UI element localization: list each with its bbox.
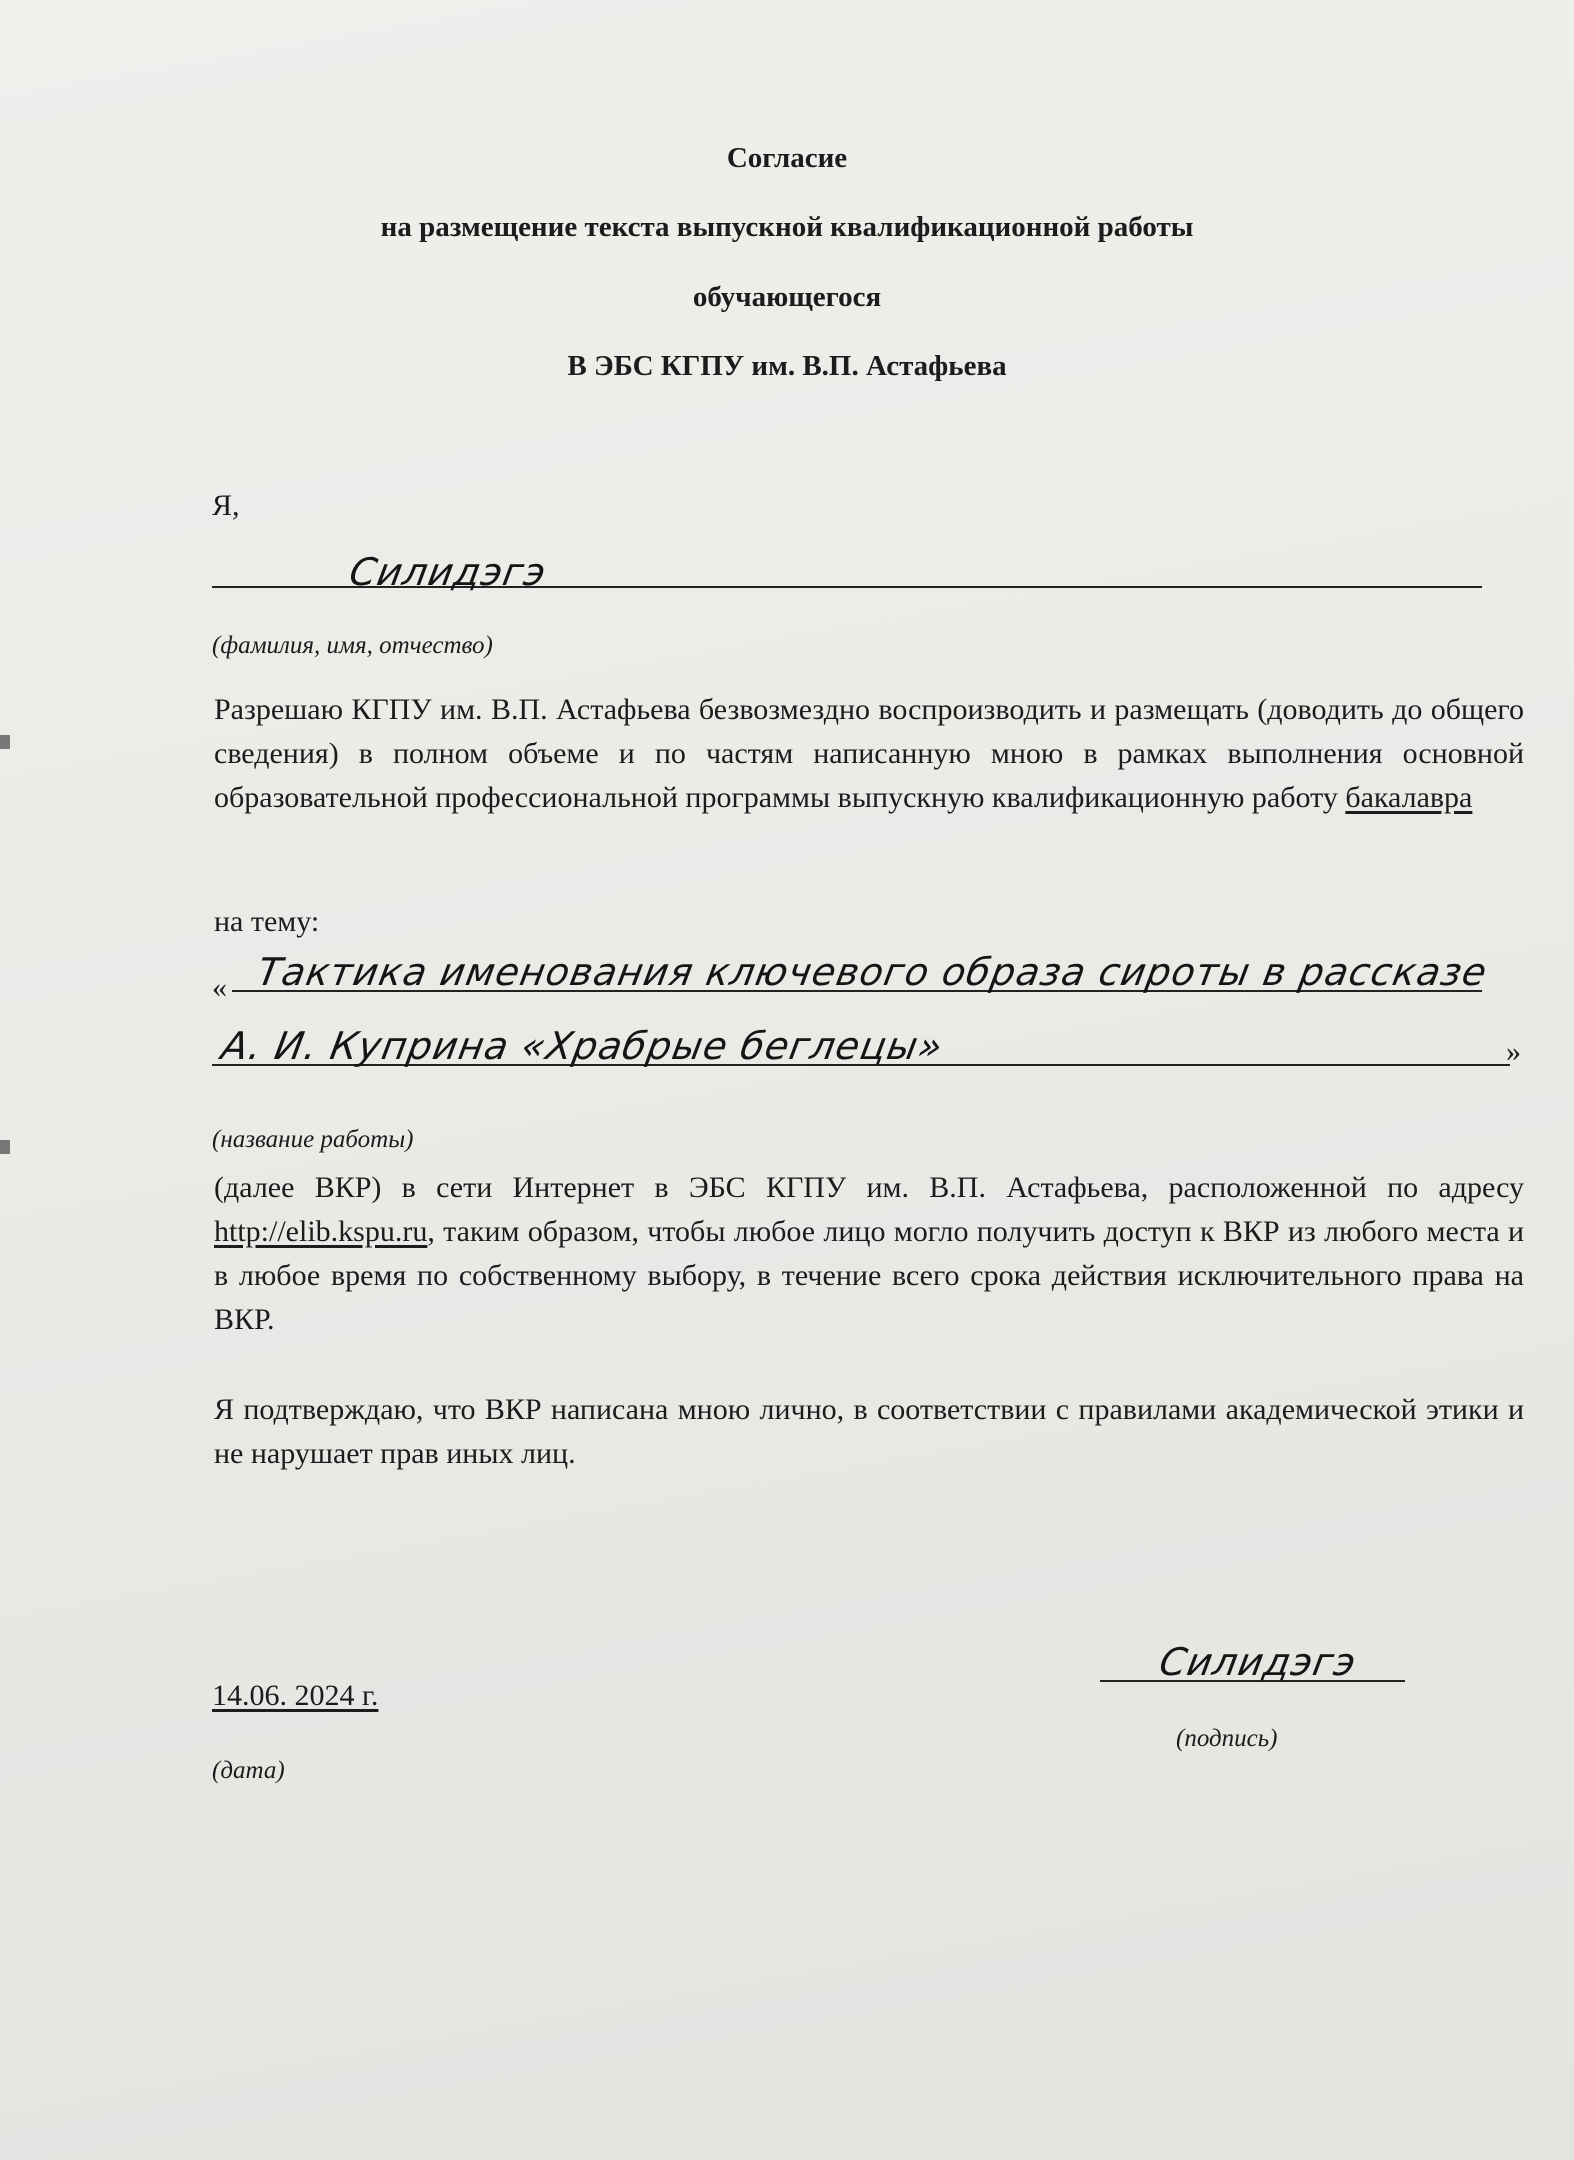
signature-caption: (подпись) [1176,1725,1278,1752]
binder-mark [0,1140,10,1154]
elib-link[interactable]: http://elib.kspu.ru [214,1215,428,1248]
topic-label: на тему: [214,905,320,938]
date-caption: (дата) [212,1757,285,1784]
topic-caption: (название работы) [212,1126,414,1153]
open-quote: « [212,971,227,1004]
binder-mark [0,735,10,749]
intro-text: Я, [212,489,240,522]
topic-handwritten-2: А. И. Куприна «Храбрые беглецы» [218,1024,947,1068]
topic-handwritten-1: Тактика именования ключевого образа сироты в рассказе [254,950,1491,994]
name-caption: (фамилия, имя, отчество) [212,632,493,659]
paragraph-confirmation: Я подтверждаю, что ВКР написана мною лично, в соответствии с правилами академической этики и не нарушает прав иных лиц. [214,1393,1524,1470]
signature-handwritten: Силидэгэ [1156,1640,1361,1684]
document-subtitle: на размещение текста выпускной квалификационной работы [380,211,1194,243]
paragraph-publication: (далее ВКР) в сети Интернет в ЭБС КГПУ им. В.П. Астафьева, расположенной по адресу http://elib.kspu.ru, таким образом, чтобы любое лицо могло получить доступ к ВКР из любого места и в любое время по собственному выбору, в течение всего срока действия исключительного права на ВКР. [214,1171,1524,1336]
paragraph-permission: Разрешаю КГПУ им. В.П. Астафьева безвозмездно воспроизводить и размещать (доводить до общего сведения) в полном объеме и по частям написанную мною в рамках выполнения основной образовательной профессиональной программы выпускную квалификационную работу бакалавра [214,693,1524,814]
close-quote: » [1506,1035,1521,1068]
document-subtitle-3: В ЭБС КГПУ им. В.П. Астафьева [567,350,1007,382]
name-handwritten: Силидэгэ [346,550,551,594]
document-title: Согласие [726,142,848,174]
date-value: 14.06. 2024 г. [212,1679,379,1712]
document-subtitle-2: обучающегося [692,281,882,313]
